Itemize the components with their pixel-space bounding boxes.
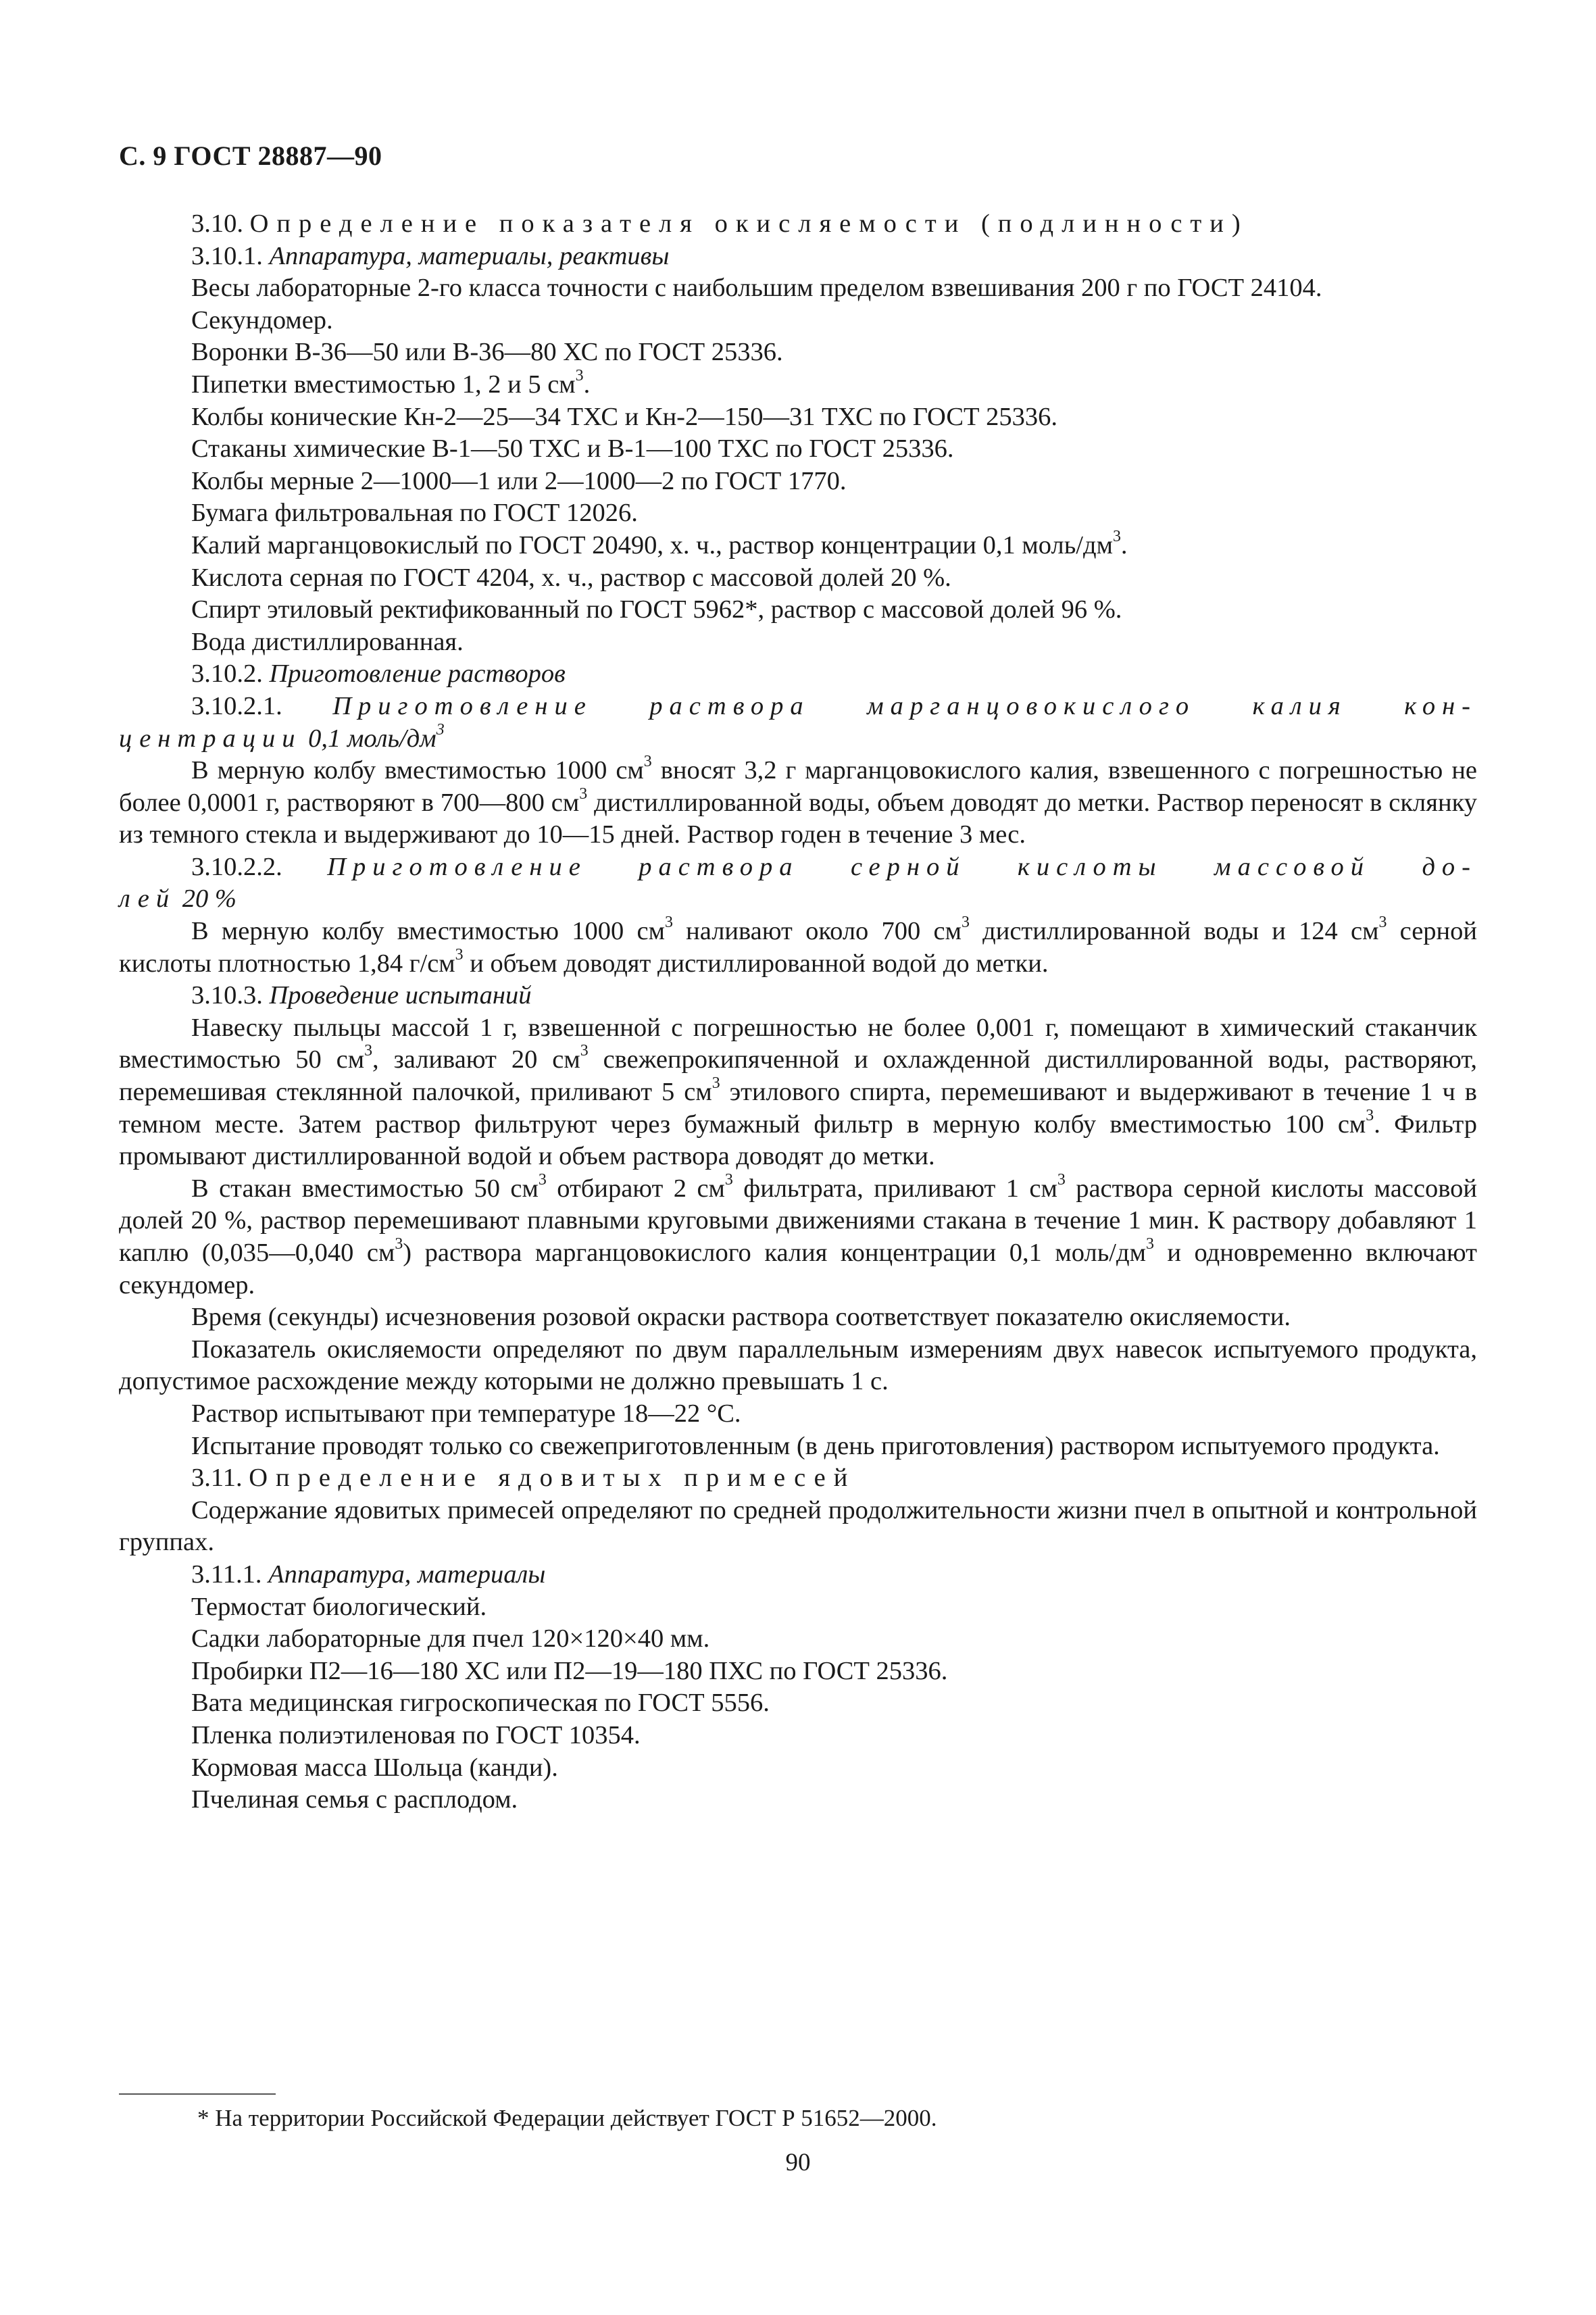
text-run: В мерную колбу вместимостью 1000 см (191, 756, 644, 785)
section-3-10-2-1-heading-cont (119, 720, 1477, 755)
section-title: лей (119, 885, 176, 914)
section-number: 3.10.3. (191, 981, 263, 1010)
section-title: 0,1 моль/дм (301, 724, 437, 753)
text-run: фильтрата, приливают 1 см (732, 1174, 1057, 1203)
text-run: вносят 3,2 г марганцовокислого калия, взвешенного с погрешностью не более 0,0001 г, растворяют в 700—800 см (119, 756, 1478, 817)
paragraph (119, 1170, 1477, 1301)
section-number: 3.10.2. (191, 659, 263, 689)
section-3-11-heading (119, 1462, 1477, 1495)
footnote-divider (119, 2093, 276, 2095)
material-line: Пчелиная семья с расплодом. (191, 1785, 518, 1814)
text-run: и объем доводят дистиллированной водой до метки. (463, 949, 1049, 978)
paragraph: Содержание ядовитых примесей определяют по средней продолжительности жизни пчел в опытной и контрольной группах. (119, 1495, 1477, 1557)
material-line: Пленка полиэтиленовая по ГОСТ 10354. (191, 1720, 641, 1749)
superscript: 3 (664, 914, 673, 932)
section-title: 20 % (176, 885, 236, 914)
material-line: Вата медицинская гигроскопическая по ГОСТ 5556. (191, 1689, 770, 1718)
material-line: Колбы мерные 2—1000—1 или 2—1000—2 по ГОСТ 1770. (191, 466, 847, 495)
text-run: В стакан вместимостью 50 см (191, 1174, 539, 1203)
material-line: Весы лабораторные 2-го класса точности с наибольшим пределом взвешивания 200 г по ГОСТ 24104. (191, 274, 1322, 303)
material-line: Кормовая масса Шольца (канди). (191, 1753, 558, 1782)
superscript: 3 (643, 753, 652, 771)
paragraph: Раствор испытывают при температуре 18—22 °С. (191, 1399, 741, 1428)
section-number: 3.11.1. (191, 1560, 262, 1589)
superscript: 3 (1378, 914, 1387, 932)
section-3-10-heading (119, 208, 1477, 241)
section-title: Приготовление раствора серной кислоты массовой до- (327, 852, 1478, 881)
material-line: Кислота серная по ГОСТ 4204, х. ч., раствор с массовой долей 20 %. (191, 563, 951, 592)
material-line: Бумага фильтровальная по ГОСТ 12026. (191, 499, 638, 528)
paragraph (119, 1012, 1477, 1173)
text-run: . Фильтр промывают дистиллированной водой и объем раствора доводят до метки. (119, 1110, 1477, 1171)
superscript: 3 (579, 785, 588, 803)
text-run: Калий марганцовокислый по ГОСТ 20490, х. ч., раствор концентрации 0,1 моль/дм (191, 530, 1113, 559)
text-run: и одновременно включают секундомер. (119, 1239, 1477, 1299)
superscript: 3 (580, 1042, 589, 1060)
section-title: Приготовление растворов (269, 659, 566, 689)
paragraph (119, 755, 1477, 851)
section-title: Аппаратура, материалы, реактивы (269, 241, 670, 270)
section-3-10-2-heading (119, 658, 1477, 691)
material-line: Термостат биологический. (191, 1592, 487, 1621)
material-line: Воронки В-36—50 или В-36—80 ХС по ГОСТ 25336. (191, 338, 783, 367)
material-line (119, 530, 1477, 562)
material-line: Колбы конические Кн-2—25—34 ТХС и Кн-2—150—31 ТХС по ГОСТ 25336. (191, 402, 1058, 431)
text-run: . (583, 370, 591, 399)
material-line: Секундомер. (191, 305, 333, 334)
material-line (119, 369, 1477, 401)
section-number: 3.10. (191, 209, 243, 238)
text-run: ) раствора марганцовокислого калия концентрации 0,1 моль/дм (403, 1239, 1146, 1267)
text-run: наливают около 700 см (672, 917, 962, 946)
text-run: отбирают 2 см (546, 1174, 725, 1203)
material-line: Спирт этиловый ректификованный по ГОСТ 5962*, раствор с массовой долей 96 %. (191, 595, 1122, 624)
material-line: Пробирки П2—16—180 ХС или П2—19—180 ПХС по ГОСТ 25336. (191, 1656, 948, 1685)
material-line: Вода дистиллированная. (191, 627, 464, 656)
section-3-10-3-heading (119, 980, 1477, 1012)
paragraph: Показатель окисляемости определяют по двум параллельным измерениям двух навесок испытуемого продукта, допустимое расхождение между которыми не должно превышать 1 с. (119, 1335, 1477, 1396)
section-3-10-2-1-heading (119, 691, 1477, 723)
section-title: Определение ядовитых примесей (249, 1464, 856, 1493)
page-header: С. 9 ГОСТ 28887—90 (119, 141, 382, 171)
superscript: 3 (1145, 1235, 1154, 1253)
section-3-10-2-2-heading-cont (119, 883, 1477, 916)
paragraph (119, 916, 1477, 980)
section-number: 3.11. (191, 1464, 243, 1493)
superscript: 3 (1112, 528, 1121, 546)
material-line: Стаканы химические В-1—50 ТХС и В-1—100 ТХС по ГОСТ 25336. (191, 434, 954, 464)
section-title: Проведение испытаний (269, 981, 532, 1010)
superscript: 3 (724, 1170, 733, 1189)
section-3-10-1-heading (119, 241, 1477, 273)
document-page (119, 139, 1477, 1816)
text-run: . (1120, 530, 1128, 559)
superscript: 3 (364, 1042, 373, 1060)
section-title: Приготовление раствора марганцовокислого калия кон- (332, 691, 1477, 720)
text-run: дистиллированной воды и 124 см (969, 917, 1379, 946)
section-title: центрации (119, 724, 302, 753)
superscript: 3 (455, 945, 464, 964)
paragraph: Время (секунды) исчезновения розовой окраски раствора соответствует показателю окисляемости. (191, 1303, 1291, 1332)
text-run: , заливают 20 см (372, 1045, 580, 1074)
section-3-10-2-2-heading (119, 851, 1477, 884)
superscript: 3 (712, 1074, 720, 1093)
superscript: 3 (1057, 1170, 1066, 1189)
text-run: Навеску пыльцы массой 1 г, взвешенной с погрешностью не более 0,001 г, помещают в химический стаканчик вместимостью 50 см (119, 1013, 1477, 1074)
text-run: этилового спирта, перемешивают и выдерживают в течение 1 ч в темном месте. Затем раствор фильтруют через бумажный фильтр в мерную колбу вместимостью 100 см (119, 1078, 1477, 1139)
paragraph: Испытание проводят только со свежеприготовленным (в день приготовления) раствором испытуемого продукта. (191, 1431, 1440, 1460)
section-title: Определение показателя окисляемости (подлинности) (249, 209, 1249, 238)
page-number: 90 (785, 2149, 811, 2176)
text-run: дистиллированной воды, объем доводят до метки. Раствор переносят в склянку из темного стекла и выдерживают до 10—15 дней. Раствор годен в течение 3 мес. (119, 788, 1477, 849)
section-title: Аппаратура, материалы (268, 1560, 546, 1589)
section-number: 3.10.1. (191, 241, 263, 270)
superscript: 3 (575, 367, 584, 385)
section-number: 3.10.2.1. (191, 691, 282, 720)
material-line: Садки лабораторные для пчел 120×120×40 мм. (191, 1624, 710, 1653)
text-run: свежепрокипяченной и охлажденной дистиллированной воды, растворяют, перемешивая стеклянной палочкой, приливают 5 см (119, 1045, 1477, 1107)
superscript: 3 (395, 1235, 403, 1253)
section-number: 3.10.2.2. (191, 852, 282, 881)
text-run: В мерную колбу вместимостью 1000 см (191, 917, 665, 946)
superscript: 3 (961, 914, 970, 932)
text-run: раствора серной кислоты массовой долей 20 %, раствор перемешивают плавными круговыми движениями стакана в течение 1 мин. К раствору добавляют 1 каплю (0,035—0,040 см (119, 1174, 1477, 1267)
superscript: 3 (538, 1170, 547, 1189)
section-3-11-1-heading (119, 1559, 1477, 1591)
superscript: 3 (1366, 1106, 1374, 1124)
text-run: серной кислоты плотностью 1,84 г/см (119, 917, 1478, 978)
superscript: 3 (436, 720, 445, 739)
text-run: Пипетки вместимостью 1, 2 и 5 см (191, 370, 576, 399)
footnote: * На территории Российской Федерации действует ГОСТ Р 51652—2000. (197, 2105, 937, 2131)
